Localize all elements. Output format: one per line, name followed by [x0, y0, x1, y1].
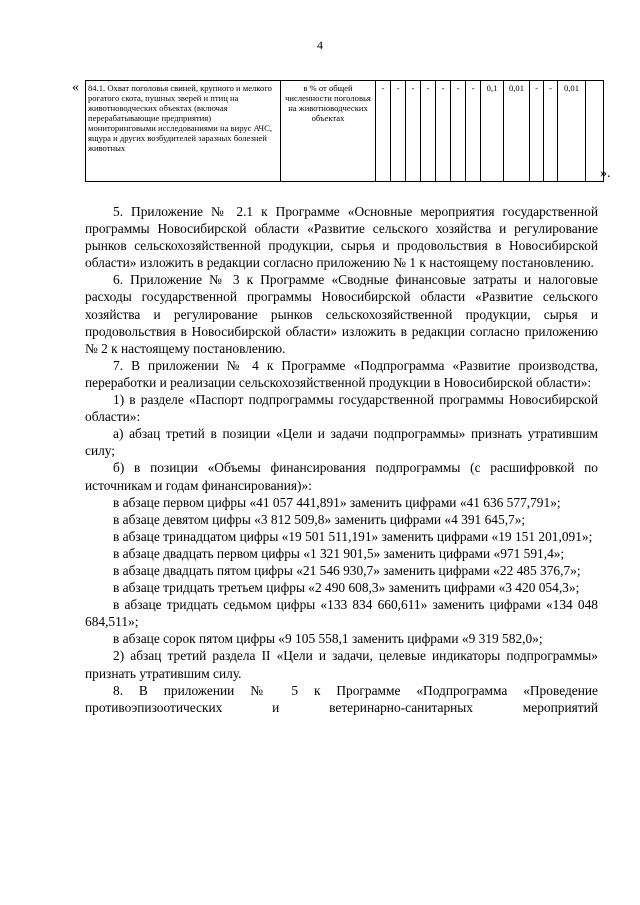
paragraph: 1) в разделе «Паспорт подпрограммы государственной программы Новосибирской области»: [85, 392, 598, 425]
table-row [86, 81, 604, 182]
paragraph: 2) абзац третий раздела II «Цели и задачи, целевые индикаторы подпрограммы» признать утратившим силу. [85, 648, 598, 681]
paragraph: в абзаце сорок пятом цифры «9 105 558,1 заменить цифрами «9 319 582,0»; [113, 631, 543, 647]
page-number: 4 [317, 38, 323, 52]
paragraph: 8. В приложении № 5 к Программе «Подпрограмма «Проведение противоэпизоотических и ветеринарно-санитарных мероприятий [85, 682, 598, 715]
open-quote: « [72, 80, 79, 95]
paragraph: в абзаце тридцать третьем цифры «2 490 608,3» заменить цифрами «3 420 054,3»; [113, 580, 580, 596]
indicator-name-cell: 84.1. Охват поголовья свиней, крупного и мелкого рогатого скота, пушных зверей и птиц на животноводческих объектах (включая перерабатывающие предприятия) мониторинговыми исследованиями на вирус АЧС, ящура и других возбудителей заразных болезней животных [86, 81, 281, 182]
value-cell: - [451, 81, 466, 182]
value-cell: - [391, 81, 406, 182]
paragraph: б) в позиции «Объемы финансирования подпрограммы (с расшифровкой по источникам и годам финансирования)»: [85, 460, 598, 493]
unit-cell: в % от общей численности поголовья на животноводческих объектах [281, 81, 376, 182]
paragraph: в абзаце тридцать седьмом цифры «133 834 660,611» заменить цифрами «134 048 684,511»; [85, 597, 598, 630]
paragraph: в абзаце двадцать первом цифры «1 321 901,5» заменить цифрами «971 591,4»; [113, 545, 565, 561]
paragraph: 5. Приложение № 2.1 к Программе «Основные мероприятия государственной программы Новосибирской области «Развитие сельского хозяйства и регулирование рынков сельскохозяйственной продукции, сырья и продовольствия в Новосибирской области» изложить в редакции согласно приложению № 1 к настоящему постановлению. [85, 204, 598, 271]
paragraph: в абзаце тринадцатом цифры «19 501 511,191» заменить цифрами «19 151 201,091»; [113, 528, 593, 544]
value-cell: - [544, 81, 558, 182]
paragraph: в абзаце девятом цифры «3 812 509,8» заменить цифрами «4 391 645,7»; [113, 511, 526, 527]
value-cell: 0,01 [558, 81, 586, 182]
value-cell: - [466, 81, 481, 182]
value-cell: - [530, 81, 544, 182]
paragraph: а) абзац третий в позиции «Цели и задачи подпрограммы» признать утратившим силу; [85, 426, 598, 459]
paragraph: в абзаце двадцать пятом цифры «21 546 930,7» заменить цифрами «22 485 376,7»; [113, 562, 581, 578]
paragraph: в абзаце первом цифры «41 057 441,891» заменить цифрами «41 636 577,791»; [113, 494, 561, 510]
close-quote: ». [600, 166, 611, 181]
value-cell: - [376, 81, 391, 182]
value-cell: - [436, 81, 451, 182]
value-cell: 0,1 [481, 81, 504, 182]
paragraph: 7. В приложении № 4 к Программе «Подпрограмма «Развитие производства, переработки и реализации сельскохозяйственной продукции в Новосибирской области»: [85, 357, 598, 390]
value-cell: - [421, 81, 436, 182]
value-cell: - [406, 81, 421, 182]
indicator-table [85, 80, 604, 182]
paragraph: 6. Приложение № 3 к Программе «Сводные финансовые затраты и налоговые расходы государственной программы Новосибирской области «Развитие сельского хозяйства и регулирование рынков сельскохозяйственной продукции, сырья и продовольствия в Новосибирской области» изложить в редакции согласно приложению № 2 к настоящему постановлению. [85, 272, 598, 356]
value-cell: 0,01 [504, 81, 530, 182]
document-body [85, 203, 598, 716]
